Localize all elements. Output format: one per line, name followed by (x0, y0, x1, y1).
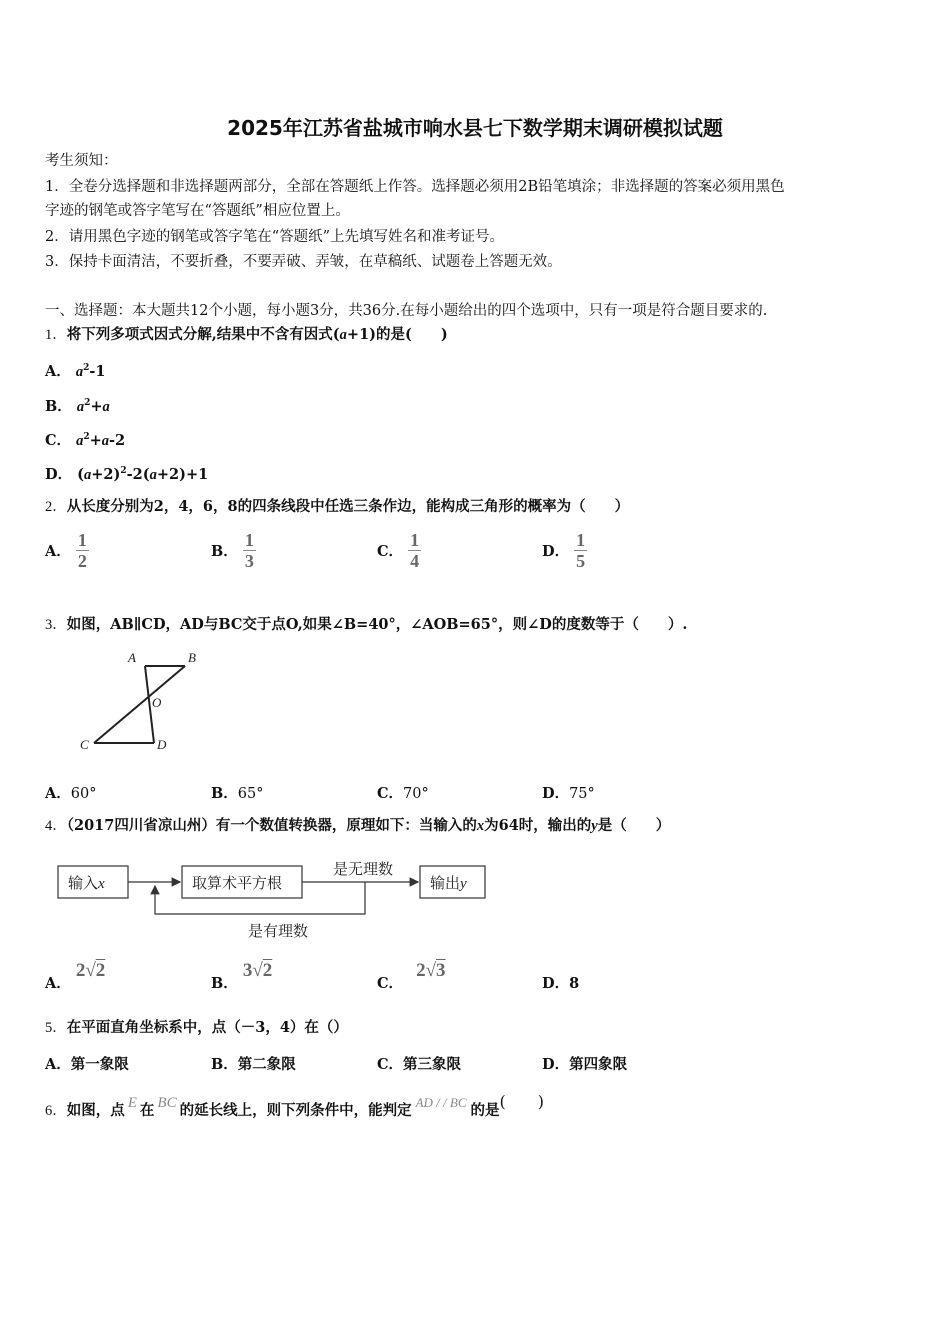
math-text: -2 (109, 432, 126, 449)
question-3 (45, 615, 687, 635)
math-var: a (76, 399, 85, 415)
math-text: -2( (126, 466, 150, 483)
option-text: 第一象限 (70, 1056, 129, 1073)
radicand: 2 (262, 960, 273, 981)
point-label-c: C (80, 737, 89, 752)
option-text: 8 (569, 975, 580, 992)
q4-option-a[interactable] (45, 960, 106, 992)
radicand: 2 (95, 960, 106, 981)
question-1 (45, 325, 448, 345)
q1-option-d[interactable] (45, 463, 208, 484)
math-var: a (101, 433, 110, 449)
q3-option-b[interactable] (211, 782, 263, 803)
input-label: 输入x (68, 874, 105, 892)
question-6 (45, 1092, 545, 1119)
option-label: C． (45, 432, 72, 449)
question-stem: （2017四川省凉山州）有一个数值转换器，原理如下：当输入的 (66, 817, 477, 834)
option-label: B． (211, 975, 238, 992)
option-label: A． (45, 1056, 71, 1073)
option-label: D． (542, 785, 570, 802)
sqrt-expression: 3√2 (242, 960, 273, 981)
q4-option-b[interactable] (211, 960, 273, 992)
option-text: 65° (237, 786, 264, 802)
q1-option-c[interactable] (45, 429, 125, 450)
option-label: D． (542, 543, 570, 560)
option-label: B． (211, 1056, 238, 1073)
numerator: 1 (576, 530, 586, 550)
option-text: 70° (403, 786, 429, 802)
point-label-o: O (152, 695, 162, 710)
math-var: a (75, 364, 84, 380)
question-stem: +1)的是( ) (346, 326, 448, 343)
numerator: 1 (244, 530, 254, 550)
point-label-b: B (188, 650, 196, 665)
question-number: 1． (45, 327, 67, 343)
question-stem: 的延长线上，则下列条件中，能判定 (179, 1102, 412, 1119)
math-text: ( (77, 466, 85, 483)
q3-option-c[interactable] (377, 782, 429, 803)
numerator: 1 (410, 530, 420, 550)
math-var: BC (157, 1095, 177, 1111)
notice-line-1b: 字迹的钢笔或答字笔写在“答题纸”相应位置上。 (45, 203, 350, 219)
numerator: 1 (77, 530, 87, 550)
fraction (408, 530, 421, 571)
question-stem: 在 (139, 1102, 155, 1119)
rational-label: 是有理数 (248, 922, 309, 940)
q4-option-d[interactable] (542, 972, 579, 993)
point-label-a: A (128, 650, 136, 665)
denominator: 5 (576, 551, 586, 571)
exponent: 2 (83, 432, 90, 443)
math-var: x (476, 818, 485, 834)
question-stem: 在平面直角坐标系中，点（－3，4）在（） (66, 1019, 348, 1036)
math-var: a (76, 433, 84, 449)
denominator: 4 (410, 551, 420, 571)
q5-option-c[interactable] (377, 1053, 461, 1074)
q5-option-b[interactable] (211, 1053, 296, 1074)
math-var: a (149, 467, 157, 483)
segment-bc (94, 666, 185, 743)
question-stem: 是（ ） (597, 817, 671, 834)
option-label: C． (377, 543, 404, 560)
option-label: B． (211, 785, 238, 802)
math-var: a (84, 467, 92, 483)
math-expression: AD / / BC (415, 1095, 467, 1110)
question-4 (45, 816, 670, 836)
q5-option-d[interactable] (542, 1053, 627, 1074)
option-text: 第二象限 (237, 1056, 296, 1073)
option-label: C． (377, 785, 404, 802)
q4-option-c[interactable] (377, 960, 446, 992)
output-label: 输出y (430, 874, 467, 892)
denominator: 2 (77, 551, 87, 571)
math-var: E (127, 1095, 137, 1111)
question-5 (45, 1018, 348, 1038)
sqrt-expression: 2√2 (75, 960, 106, 981)
option-label: A． (45, 975, 71, 992)
coefficient: 2 (416, 960, 426, 981)
option-text: 第三象限 (403, 1056, 462, 1073)
question-number: 4． (45, 818, 67, 834)
notice-heading: 考生须知： (45, 153, 118, 169)
fraction (76, 530, 89, 571)
fraction (574, 530, 587, 571)
q2-option-c[interactable] (377, 530, 421, 571)
q3-geometry-figure (70, 645, 210, 760)
option-label: C． (377, 975, 404, 992)
option-label: A． (45, 785, 71, 802)
option-text: 60° (70, 786, 97, 802)
math-var: a (339, 327, 347, 343)
section-heading: 一、选择题：本大题共12个小题，每小题3分，共36分.在每小题给出的四个选项中，只有一项是符合题目要求的. (45, 303, 768, 319)
process-label: 取算术平方根 (192, 874, 283, 892)
page-title: 2025年江苏省盐城市响水县七下数学期末调研模拟试题 (227, 116, 723, 140)
coefficient: 3 (242, 960, 253, 981)
notice-line-1a: 1．全卷分选择题和非选择题两部分，全部在答题纸上作答。选择题必须用2B铅笔填涂；非选择题的答案必须用黑色 (45, 179, 785, 195)
math-text: +2)+1 (156, 466, 209, 483)
question-2 (45, 497, 629, 517)
math-text: + (90, 398, 103, 415)
option-label: D． (542, 975, 570, 992)
radicand: 3 (436, 960, 446, 981)
exponent: 2 (83, 363, 90, 374)
option-label: A． (45, 543, 71, 560)
option-label: A． (45, 363, 71, 380)
option-label: B． (211, 543, 238, 560)
question-stem: 如图，点 (66, 1102, 125, 1119)
math-text: -1 (89, 363, 106, 380)
question-stem: 从长度分别为2，4，6，8的四条线段中任选三条作边，能构成三角形的概率为（ ） (66, 498, 630, 515)
question-number: 3． (45, 617, 67, 633)
fraction (243, 530, 256, 571)
q4-flowchart (50, 852, 500, 944)
option-label: D． (45, 466, 73, 483)
q5-option-a[interactable] (45, 1053, 129, 1074)
question-number: 5． (45, 1020, 67, 1036)
question-stem: 如图，AB∥CD，AD与BC交于点O,如果∠B=40°，∠AOB=65°，则∠D的度数等于（ ）. (66, 616, 688, 633)
exponent: 2 (84, 398, 91, 409)
q3-option-a[interactable] (45, 782, 96, 803)
option-text: 75° (569, 786, 595, 802)
question-number: 2． (45, 499, 67, 515)
notice-line-2: 2．请用黑色字迹的钢笔或答字笔在“答题纸”上先填写姓名和准考证号。 (45, 229, 505, 245)
denominator: 3 (244, 551, 254, 571)
question-stem: 的是 (470, 1102, 500, 1119)
q1-option-b[interactable] (45, 395, 110, 416)
option-text: 第四象限 (569, 1056, 628, 1073)
q2-option-b[interactable] (211, 530, 256, 571)
math-text: + (89, 432, 102, 449)
option-label: D． (542, 1056, 570, 1073)
option-label: B． (45, 398, 72, 415)
q2-option-d[interactable] (542, 530, 587, 571)
exponent: 2 (120, 466, 127, 477)
point-label-d: D (157, 737, 167, 752)
question-number: 6． (45, 1103, 67, 1119)
sqrt-expression: 2√3 (416, 960, 446, 981)
math-var: a (102, 399, 110, 415)
q1-option-a[interactable] (45, 360, 105, 381)
option-label: C． (377, 1056, 404, 1073)
coefficient: 2 (75, 960, 86, 981)
question-stem: 将下列多项式因式分解,结果中不含有因式( (66, 326, 340, 343)
q2-option-a[interactable] (45, 530, 89, 571)
question-stem: 为64时，输出的 (484, 817, 592, 834)
math-var: y (591, 818, 598, 834)
math-text: +2) (91, 466, 121, 483)
irrational-label: 是无理数 (333, 860, 394, 878)
notice-line-3: 3．保持卡面清洁，不要折叠，不要弄破、弄皱，在草稿纸、试题卷上答题无效。 (45, 254, 562, 270)
q3-option-d[interactable] (542, 782, 595, 803)
answer-paren: ( ) (499, 1092, 545, 1111)
